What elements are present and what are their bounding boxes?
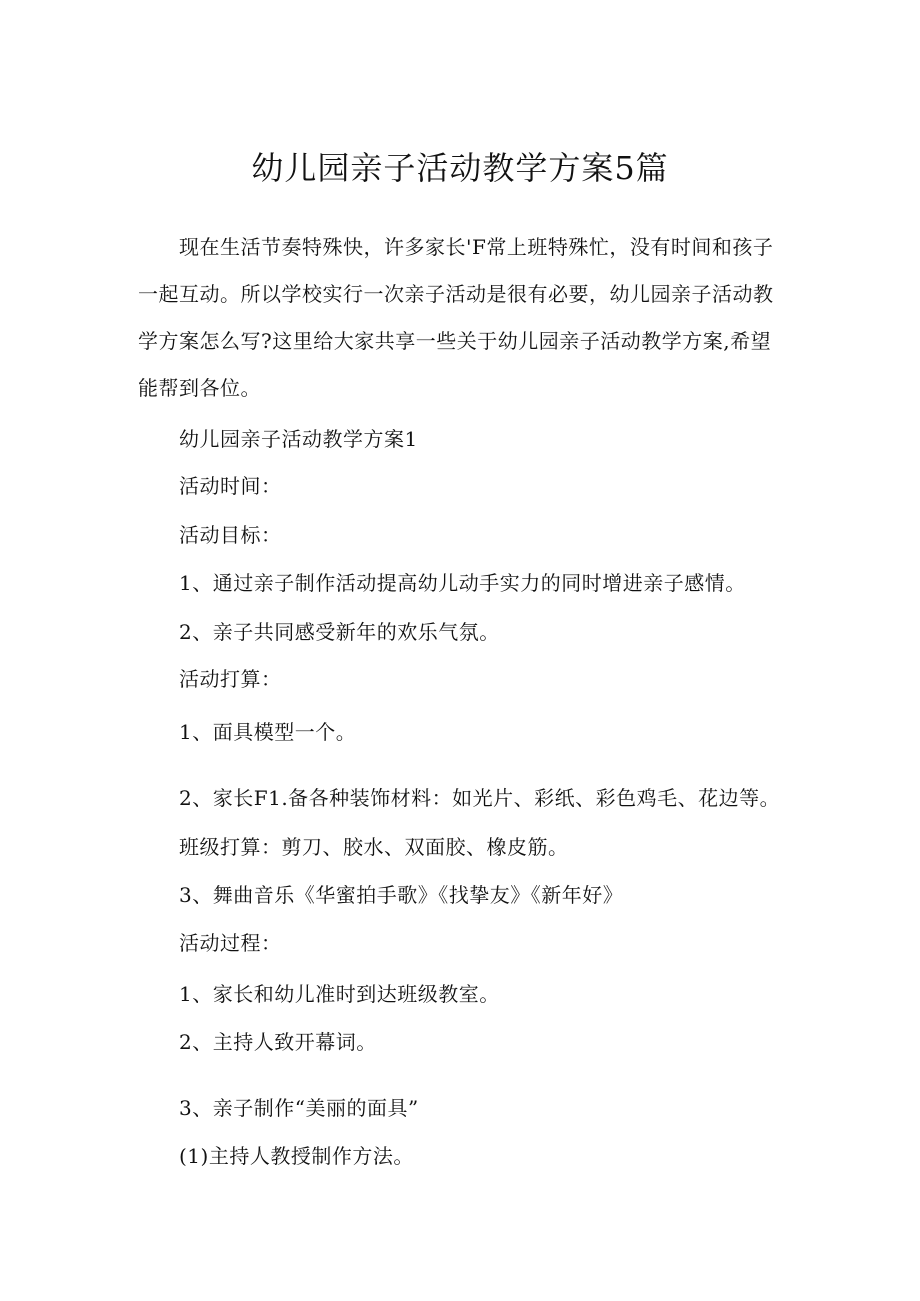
process-step-3: 3、亲子制作“美丽的面具” (179, 1096, 419, 1120)
preparation-item-1: 1、面具模型一个。 (179, 720, 357, 744)
section-heading-plan-1: 幼儿园亲子活动教学方案1 (179, 427, 418, 451)
process-step-2: 2、主持人致开幕词。 (179, 1030, 377, 1054)
preparation-item-3: 3、舞曲音乐《华蜜拍手歌》《找挚友》《新年好》 (179, 883, 624, 907)
goal-item-1: 1、通过亲子制作活动提高幼儿动手实力的同时增进亲子感情。 (179, 571, 746, 595)
activity-time-label: 活动时间： (179, 474, 282, 498)
process-substep-1: (1)主持人教授制作方法。 (179, 1144, 414, 1168)
process-step-1: 1、家长和幼儿准时到达班级教室。 (179, 982, 500, 1006)
document-title: 幼儿园亲子活动教学方案5篇 (251, 149, 669, 187)
activity-process-label: 活动过程： (179, 931, 282, 955)
class-preparation: 班级打算：剪刀、胶水、双面胶、橡皮筋。 (179, 835, 569, 859)
intro-paragraph: 现在生活节奏特殊快，许多家长'F常上班特殊忙，没有时间和孩子一起互动。所以学校实行一次亲子活动是很有必要，幼儿园亲子活动教学方案怎么写?这里给大家共享一些关于幼儿园亲子活动教学方案,希望能帮到各位。 (138, 235, 774, 400)
activity-preparation-label: 活动打算： (179, 667, 282, 691)
activity-goals-label: 活动目标： (179, 523, 282, 547)
preparation-item-2: 2、家长F1.备各种装饰材料：如光片、彩纸、彩色鸡毛、花边等。 (179, 786, 781, 810)
goal-item-2: 2、亲子共同感受新年的欢乐气氛。 (179, 620, 500, 644)
